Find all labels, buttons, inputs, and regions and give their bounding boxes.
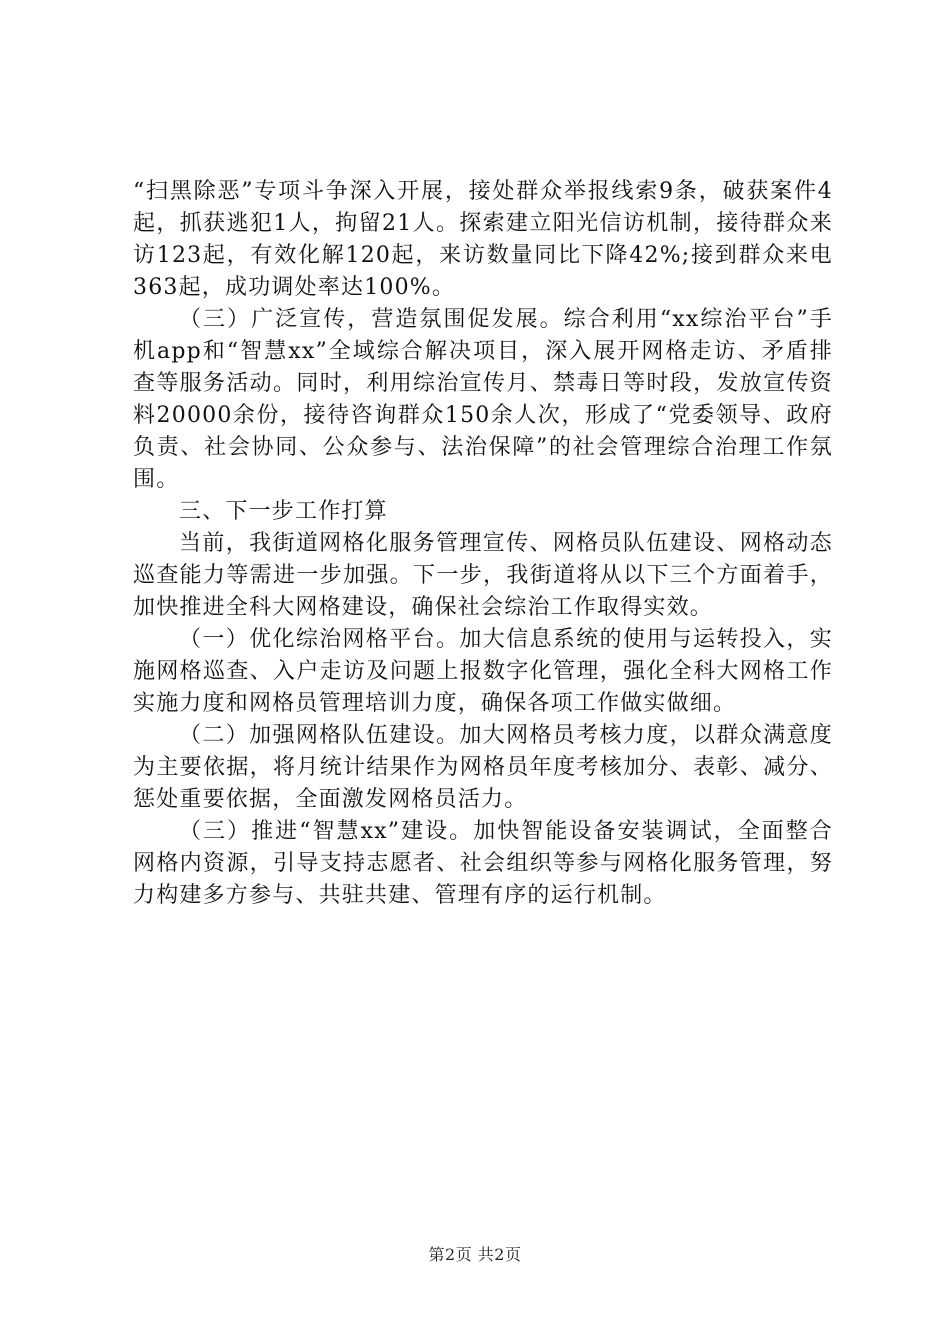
paragraph-smart-construction: （三）推进“智慧xx”建设。加快智能设备安装调试，全面整合网格内资源，引导支持志愿者、社会组织等参与网格化服务管理，努力构建多方参与、共驻共建、管理有序的运行机制。 [133,819,833,908]
document-body [133,176,833,912]
paragraph-sweep-crime-results: “扫黑除恶”专项斗争深入开展，接处群众举报线索9条，破获案件4起，抓获逃犯1人，拘留21人。探索建立阳光信访机制，接待群众来访123起，有效化解120起，来访数量同比下降42%;接到群众来电363起，成功调处率达100%。 [133,179,833,300]
paragraph-optimize-platform: （一）优化综治网格平台。加大信息系统的使用与运转投入，实施网格巡查、入户走访及问题上报数字化管理，强化全科大网格工作实施力度和网格员管理培训力度，确保各项工作做实做细。 [133,627,833,716]
page-number-footer: 第2页 共2页 [428,1245,522,1264]
paragraph-current-situation: 当前，我街道网格化服务管理宣传、网格员队伍建设、网格动态巡查能力等需进一步加强。下一步，我街道将从以下三个方面着手，加快推进全科大网格建设，确保社会综治工作取得实效。 [133,531,833,620]
section-heading-next-steps: 三、下一步工作打算 [179,499,388,524]
paragraph-publicity: （三）广泛宣传，营造氛围促发展。综合利用“xx综治平台”手机app和“智慧xx”全域综合解决项目，深入展开网格走访、矛盾排查等服务活动。同时，利用综治宣传月、禁毒日等时段，发放宣传资料20000余份，接待咨询群众150余人次，形成了“党委领导、政府负责、社会协同、公众参与、法治保障”的社会管理综合治理工作氛围。 [133,307,833,492]
paragraph-strengthen-team: （二）加强网格队伍建设。加大网格员考核力度，以群众满意度为主要依据，将月统计结果作为网格员年度考核加分、表彰、减分、惩处重要依据，全面激发网格员活力。 [133,723,833,812]
